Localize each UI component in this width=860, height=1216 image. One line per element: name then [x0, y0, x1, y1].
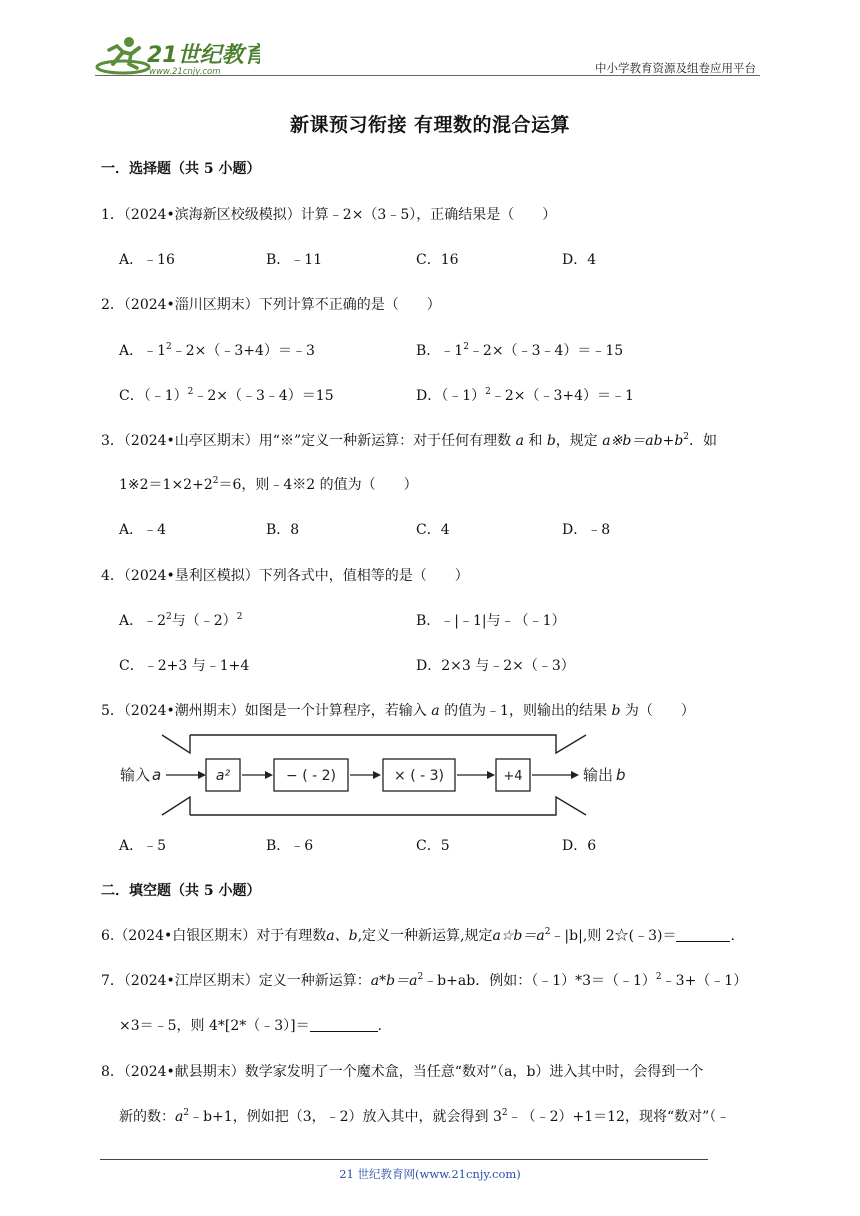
q5-option-b: B．﹣6 [266, 838, 314, 854]
site-logo [95, 34, 260, 78]
q5-option-a: A．﹣5 [119, 838, 167, 854]
footer-link[interactable]: 21 世纪教育网(www.21cnjy.com) [339, 1167, 521, 1181]
q3-option-c: C．4 [416, 522, 450, 538]
q3-option-d: D．﹣8 [562, 522, 611, 538]
question-4-stem: 4．（2024•垦利区模拟）下列各式中，值相等的是（ ） [101, 568, 469, 584]
flow-output-var: b [616, 766, 626, 784]
q5-option-d: D．6 [562, 838, 597, 854]
question-8-line-1: 8．（2024•献县期末）数学家发明了一个魔术盒，当任意“数对”（a，b）进入其中时，会得到一个 [101, 1064, 704, 1080]
q4-option-d: D．2×3 与﹣2×（﹣3） [416, 658, 575, 674]
q6-answer-blank[interactable] [676, 927, 730, 942]
question-2-stem: 2．（2024•淄川区期末）下列计算不正确的是（ ） [101, 297, 441, 313]
q7-answer-blank[interactable] [310, 1017, 378, 1032]
question-1-stem: 1．（2024•滨海新区校级模拟）计算﹣2×（3﹣5），正确结果是（ ） [101, 207, 557, 223]
logo-text: 21世纪教育 [147, 43, 260, 68]
q1-option-c: C．16 [416, 252, 459, 268]
flow-step-3-text: × ( - 3) [394, 768, 444, 784]
question-6: 6.（2024•白银区期末）对于有理数a、b,定义一种新运算,规定$a☆b=a^2﹣|b|$,则 2☆(﹣3)＝ . [101, 927, 735, 944]
footer-divider [100, 1159, 708, 1160]
q1-option-a: A．﹣16 [119, 252, 175, 268]
flow-step-2-text: − ( - 2) [286, 768, 336, 784]
calculation-flow-diagram [118, 733, 648, 817]
flow-step-4-text: +4 [503, 769, 523, 784]
flow-step-1-text: a² [215, 768, 231, 784]
flow-output-label: 输出 [583, 766, 614, 784]
q4-option-c: C．﹣2+3 与﹣1+4 [119, 658, 250, 674]
q1-option-b: B．﹣11 [266, 252, 323, 268]
q2-option-d: D．（﹣1）$^2$﹣2×（﹣3+4）＝﹣1 [416, 387, 634, 404]
flow-input-label: 输入 [120, 766, 151, 784]
question-3-stem-line-2: $1※2=1\times 2+2^2=6$，则﹣4※2 的值为（ ） [119, 476, 418, 493]
section-heading-fill: 二．填空题（共 5 小题） [101, 883, 261, 899]
section-heading-choice: 一．选择题（共 5 小题） [101, 161, 261, 177]
q3-option-a: A．﹣4 [119, 522, 167, 538]
flow-input-var: a [152, 766, 162, 784]
q5-option-c: C．5 [416, 838, 450, 854]
q2-option-c: C．（﹣1）$^2$﹣2×（﹣3﹣4）＝15 [119, 387, 334, 404]
logo-url: www.21cnjy.com [149, 67, 221, 77]
platform-name: 中小学教育资源及组卷应用平台 [595, 61, 756, 75]
question-3-stem: 3．（2024•山亭区期末）用“※”定义一种新运算：对于任何有理数 a 和 b，规定 $a※b=ab+b^2$．如 [101, 432, 718, 449]
question-8-line-2: 新的数：$a^2﹣b+1$，例如把（3，﹣2）放入其中，就会得到 $3^2﹣(﹣2)+1=12$，现将“数对”（﹣ [119, 1108, 731, 1125]
q4-option-b: B．﹣|﹣1|与﹣（﹣1） [416, 613, 566, 629]
q2-option-a: A．$﹣1^2﹣2\times(﹣3+4)=﹣3$ [119, 342, 315, 359]
q2-option-b: B．$﹣1^2﹣2\times(﹣3﹣4)=﹣15$ [416, 342, 624, 359]
question-7: 7．（2024•江岸区期末）定义一种新运算：$a*b=a^2﹣b+ab$．例如：（﹣1）*3＝（﹣1）$^2$﹣3+（﹣1） [101, 972, 748, 989]
question-5-stem: 5．（2024•潮州期末）如图是一个计算程序，若输入 a 的值为﹣1，则输出的结果 b 为（ ） [101, 703, 695, 719]
q1-option-d: D．4 [562, 252, 597, 268]
question-7-line-2: ×3＝﹣5，则 4*[2*（﹣3）]＝ . [119, 1018, 383, 1034]
header-divider [95, 75, 760, 76]
q4-option-a: A．$﹣2^2$与（﹣2）$^2$ [119, 612, 243, 629]
q3-option-b: B．8 [266, 522, 300, 538]
page-title: 新课预习衔接 有理数的混合运算 [289, 114, 571, 136]
